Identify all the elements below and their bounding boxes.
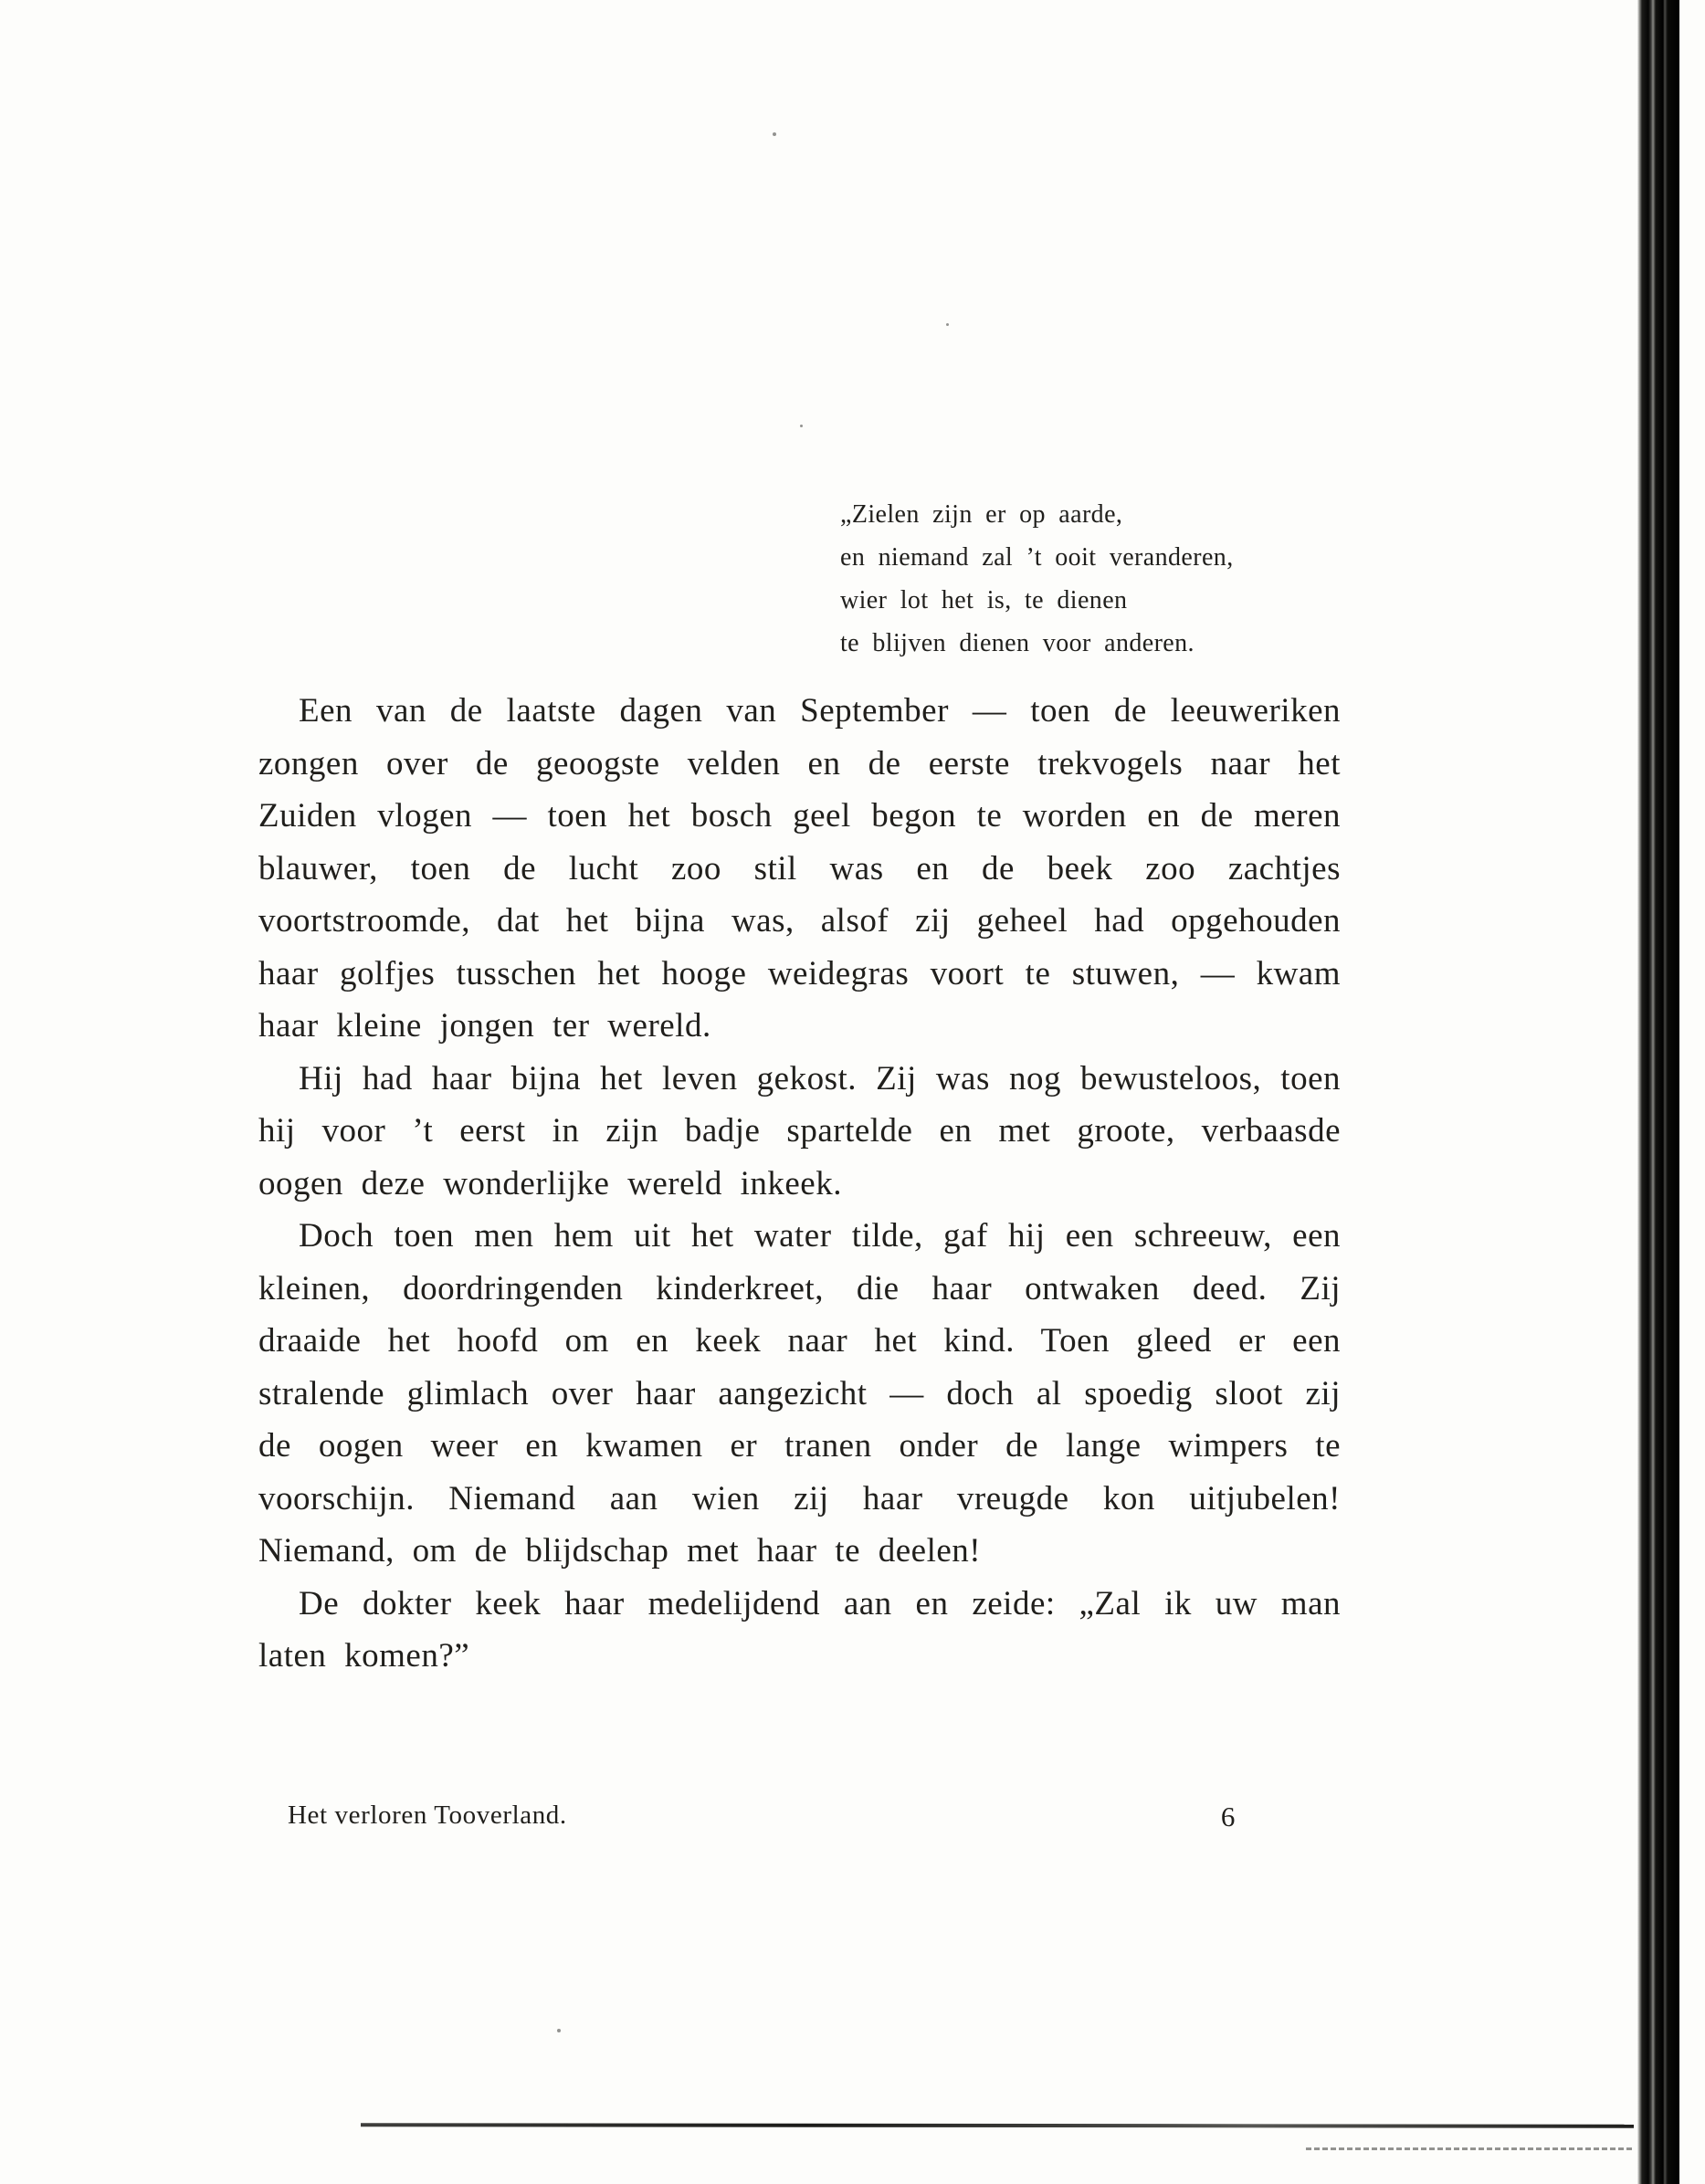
paragraph: Een van de laatste dagen van September — toen de leeuweriken zongen over de geoogste velden en de eerste trekvogels naar het Zuiden vlogen — toen het bosch geel begon te worden en de meren blauwer, toen de lucht zoo stil was en de beek zoo zachtjes voortstroomde, dat het bijna was, alsof zij geheel had opgehouden haar golfjes tusschen het hooge weidegras voort te stuwen, — kwam haar kleine jongen ter wereld. xyxy=(258,692,1341,1045)
paragraph: Doch toen men hem uit het water tilde, gaf hij een schreeuw, een kleinen, doordringenden kinderkreet, die haar ontwaken deed. Zij draaide het hoofd om en keek naar het kind. Toen gleed er een stralende glimlach over haar aangezicht — doch al spoedig sloot zij de oogen weer en kwamen er tranen onder de lange wimpers te voorschijn. Niemand aan wien zij haar vreugde kon uitjubelen! Niemand, om de blijdschap met haar te deelen! xyxy=(258,1217,1341,1570)
epigraph-line: te blijven dienen voor anderen. xyxy=(840,629,1195,657)
running-title: Het verloren Tooverland. xyxy=(288,1801,567,1830)
epigraph xyxy=(840,493,1406,665)
epigraph-line: „Zielen zijn er op aarde, xyxy=(840,500,1123,529)
paragraph: Hij had haar bijna het leven gekost. Zij was nog bewusteloos, toen hij voor ’t eerst in zijn badje spartelde en met groote, verbaasde oogen deze wonderlijke wereld inkeek. xyxy=(258,1059,1341,1202)
page-footer xyxy=(288,1801,1338,1833)
scan-edge-band xyxy=(1637,0,1679,2184)
scan-bottom-line xyxy=(361,2123,1634,2127)
scan-speck xyxy=(773,132,776,136)
epigraph-line: wier lot het is, te dienen xyxy=(840,586,1128,614)
body-text xyxy=(258,685,1341,1683)
scan-speck xyxy=(557,2029,561,2032)
scan-speck xyxy=(800,425,803,427)
paragraph: De dokter keek haar medelijdend aan en zeide: „Zal ik uw man laten komen?” xyxy=(258,1584,1341,1675)
page-number: 6 xyxy=(1220,1801,1236,1832)
scan-speck xyxy=(946,323,949,326)
epigraph-line: en niemand zal ’t ooit veranderen, xyxy=(840,543,1234,572)
scan-bottom-dashed-line xyxy=(1306,2147,1632,2150)
